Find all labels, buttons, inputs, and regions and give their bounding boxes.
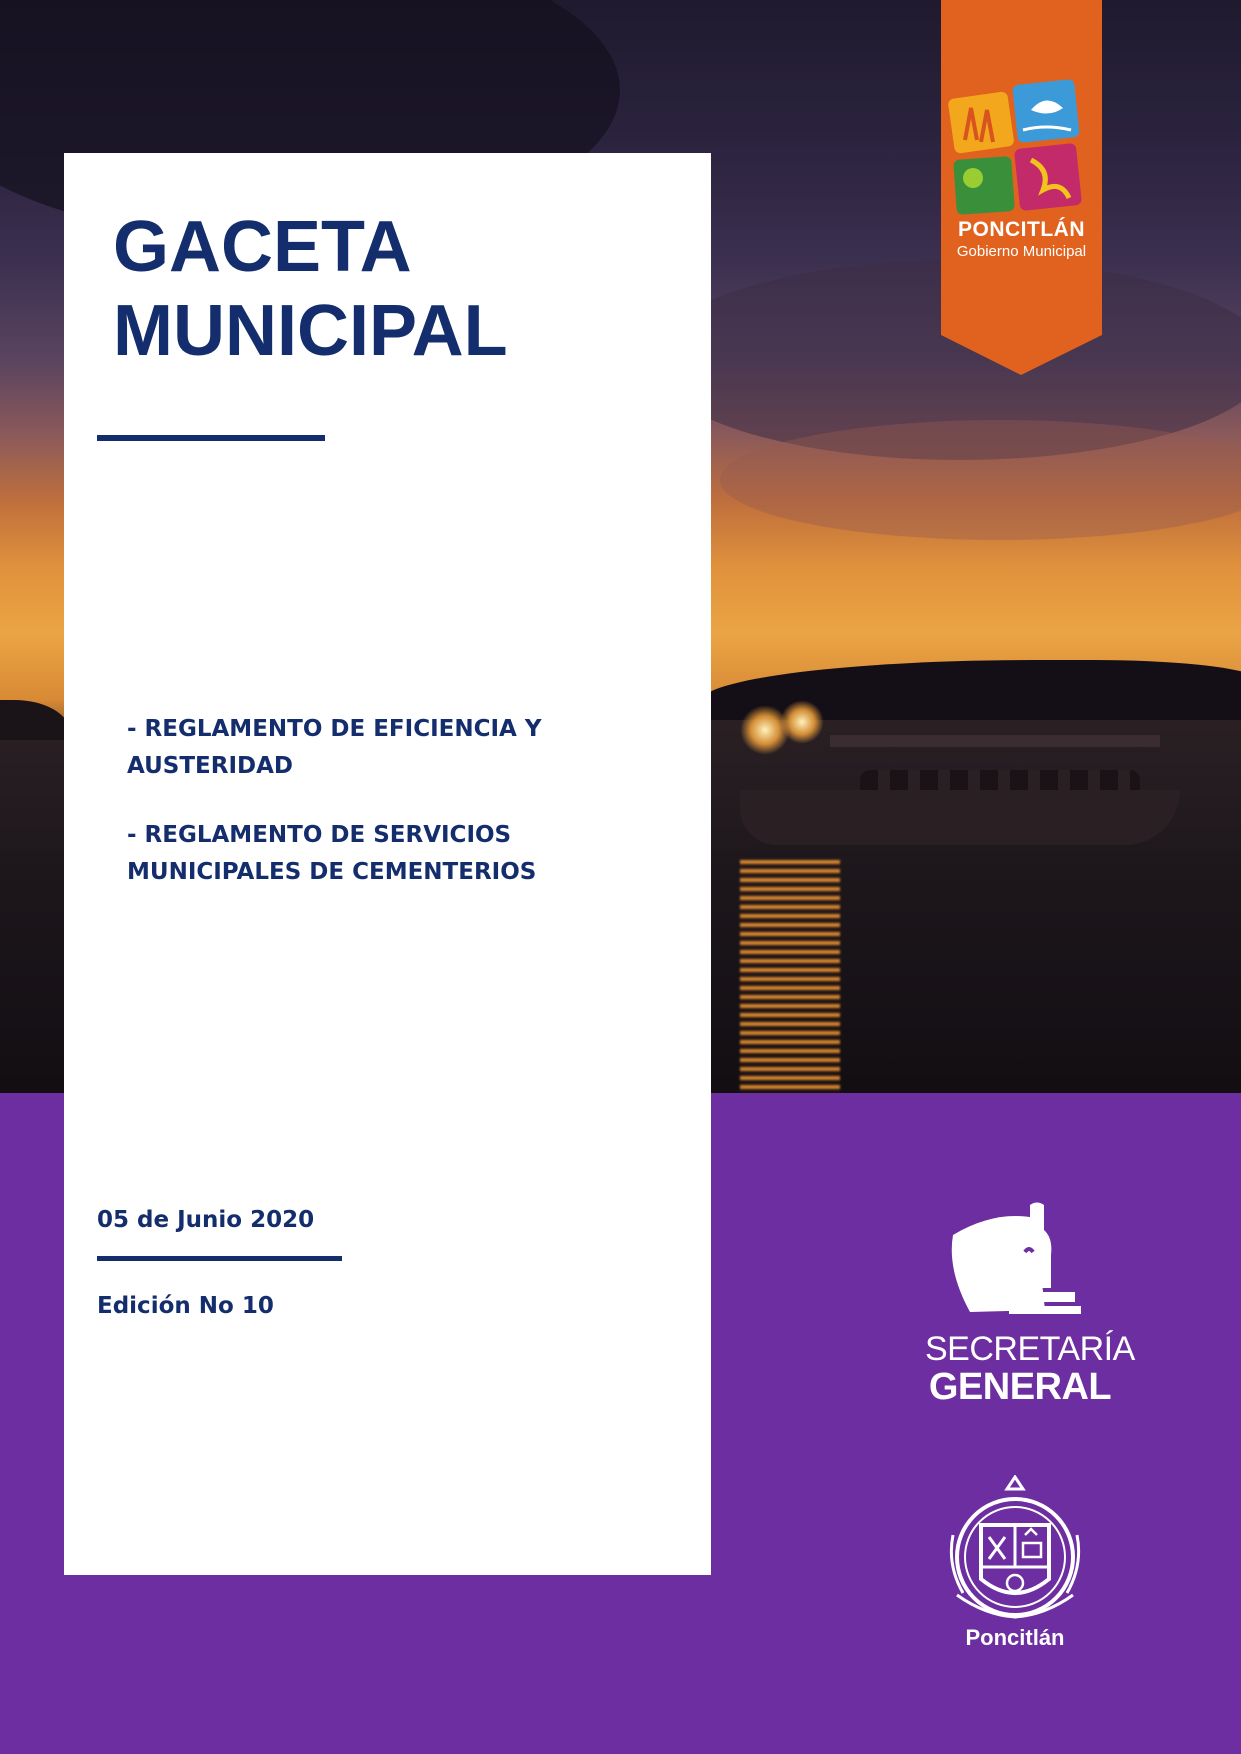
general-line: GENERAL bbox=[928, 1366, 1112, 1408]
topics-list bbox=[127, 711, 647, 923]
title-line-1: GACETA bbox=[113, 207, 412, 287]
publication-date: 05 de Junio 2020 bbox=[97, 1207, 315, 1233]
shore bbox=[0, 700, 70, 740]
secretaria-general-logo bbox=[925, 1200, 1135, 1410]
cover-panel bbox=[64, 153, 711, 1575]
topic-item: - REGLAMENTO DE EFICIENCIA Y AUSTERIDAD bbox=[127, 716, 542, 779]
stamp-icon bbox=[925, 1200, 1115, 1330]
seal-label: Poncitlán bbox=[965, 1625, 1065, 1650]
banner-title: PONCITLÁN bbox=[958, 218, 1085, 241]
secretaria-line: SECRETARÍA bbox=[925, 1330, 1135, 1368]
banner-subtitle: Gobierno Municipal bbox=[956, 243, 1087, 260]
poncitlan-logo bbox=[941, 0, 1102, 375]
boat bbox=[740, 790, 1180, 845]
municipal-seal bbox=[945, 1475, 1085, 1655]
gazette-title bbox=[113, 205, 673, 373]
boat-light bbox=[780, 700, 824, 744]
cloud bbox=[720, 420, 1241, 540]
edition-number: Edición No 10 bbox=[97, 1293, 274, 1319]
title-divider bbox=[97, 435, 325, 441]
coat-of-arms-icon bbox=[945, 1475, 1085, 1625]
light-reflection bbox=[740, 860, 840, 1093]
date-divider bbox=[97, 1256, 342, 1261]
title-line-2: MUNICIPAL bbox=[113, 291, 508, 371]
boat-roof bbox=[830, 735, 1160, 747]
banner-shape-icon bbox=[941, 0, 1102, 375]
topic-item: - REGLAMENTO DE SERVICIOS MUNICIPALES DE CEMENTERIOS bbox=[127, 822, 537, 885]
